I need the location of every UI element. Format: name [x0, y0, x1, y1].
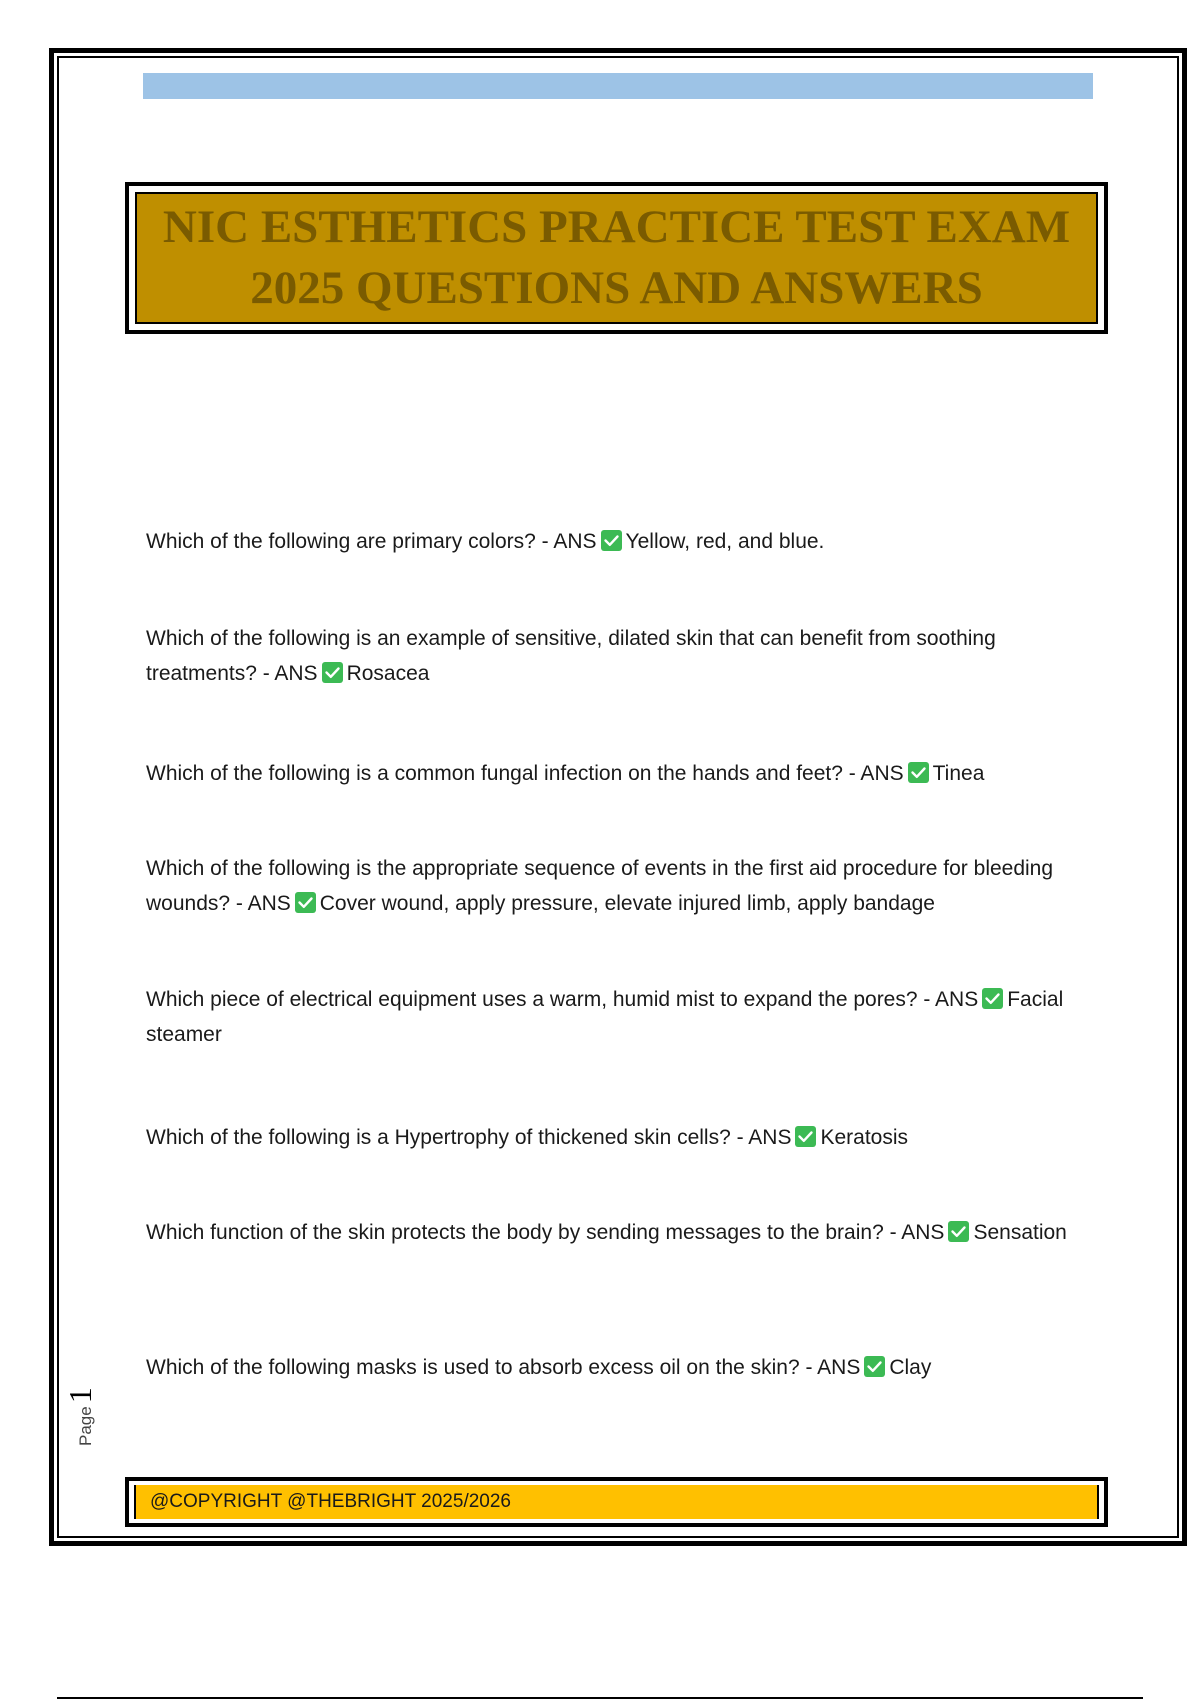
answer-text: Cover wound, apply pressure, elevate injured limb, apply bandage: [319, 892, 935, 915]
question-text: Which of the following is the appropriate sequence of events in the first aid procedure for bleeding wounds? - ANS: [146, 857, 1054, 915]
question-text: Which of the following is a Hypertrophy of thickened skin cells? - ANS: [146, 1126, 792, 1149]
question-text: Which of the following are primary colors? - ANS: [146, 530, 597, 553]
answer-text: Sensation: [973, 1221, 1067, 1244]
qa-item: [146, 1350, 1076, 1385]
answer-text: Rosacea: [346, 662, 430, 685]
answer-text: Clay: [889, 1356, 932, 1379]
check-icon: [795, 1126, 816, 1147]
title-line-1: NIC ESTHETICS PRACTICE TEST EXAM: [162, 201, 1071, 253]
title-line-2: 2025 QUESTIONS AND ANSWERS: [250, 262, 983, 314]
page-number: 1: [62, 1387, 98, 1404]
check-icon: [908, 762, 929, 783]
check-icon: [864, 1356, 885, 1377]
check-icon: [601, 530, 622, 551]
title-box: [125, 182, 1108, 334]
qa-item: [146, 1215, 1076, 1250]
footer-fill: [134, 1485, 1099, 1519]
header-accent-band: [143, 73, 1093, 99]
page-word: Page: [76, 1406, 95, 1446]
qa-item: [146, 851, 1076, 921]
page-number-label: [62, 1387, 102, 1450]
bottom-divider: [57, 1697, 1143, 1699]
check-icon: [295, 892, 316, 913]
qa-item: [146, 524, 1076, 559]
qa-item: [146, 756, 1076, 791]
qa-item: [146, 1120, 1076, 1155]
answer-text: Facial steamer: [146, 988, 1064, 1046]
question-text: Which of the following is an example of sensitive, dilated skin that can benefit from soothing treatments? - ANS: [146, 627, 996, 685]
question-text: Which piece of electrical equipment uses a warm, humid mist to expand the pores? - ANS: [146, 988, 979, 1011]
check-icon: [322, 662, 343, 683]
qa-item: [146, 982, 1076, 1052]
answer-text: Yellow, red, and blue.: [625, 530, 825, 553]
question-text: Which function of the skin protects the body by sending messages to the brain? - ANS: [146, 1221, 945, 1244]
question-text: Which of the following masks is used to absorb excess oil on the skin? - ANS: [146, 1356, 861, 1379]
question-text: Which of the following is a common fungal infection on the hands and feet? - ANS: [146, 762, 904, 785]
qa-item: [146, 621, 1076, 691]
answer-text: Keratosis: [820, 1126, 909, 1149]
check-icon: [982, 988, 1003, 1009]
copyright-text: @COPYRIGHT @THEBRIGHT 2025/2026: [150, 1491, 511, 1512]
answer-text: Tinea: [932, 762, 985, 785]
title-box-fill: [135, 192, 1098, 324]
check-icon: [948, 1221, 969, 1242]
footer-box: [125, 1477, 1108, 1527]
